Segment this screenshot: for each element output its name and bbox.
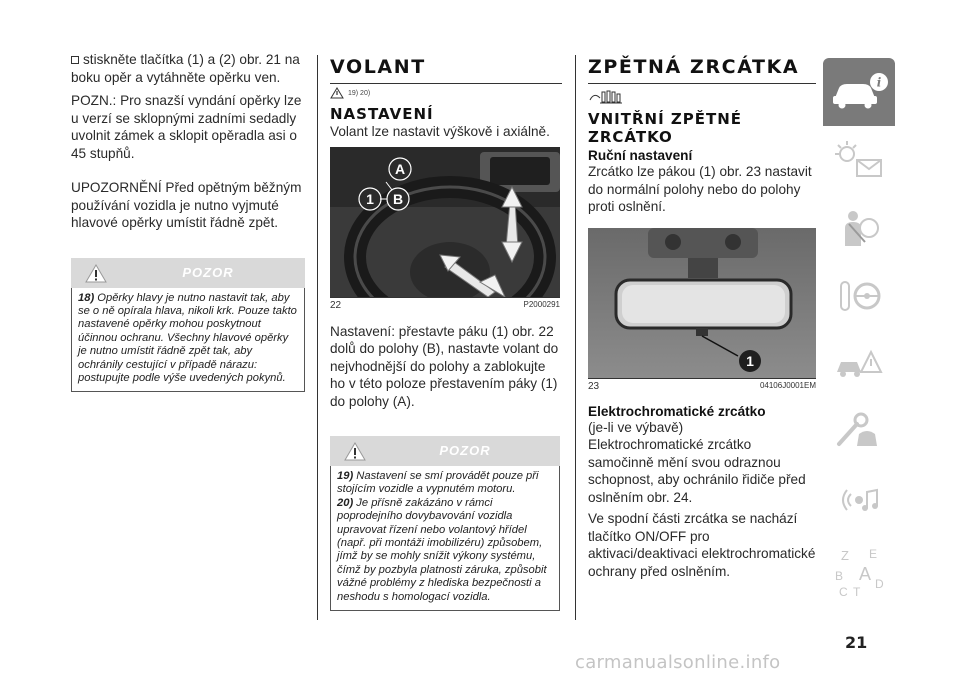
warning-title: POZOR	[439, 443, 491, 458]
tab-warning-lights[interactable]	[823, 126, 895, 194]
emergency-breakdown-icon	[831, 342, 887, 386]
paragraph-caution: UPOZORNĚNÍ Před opětným běžným používání vozidla je nutno vyjmuté hlavové opěrky umístit řádně zpět.	[71, 180, 302, 230]
paragraph-adjustment: Nastavení: přestavte páku (1) obr. 22 dolů do polohy (B), nastavte volant do nejvhodnější do polohy a zablokujte ho v této poloze přestavením páky (1) do polohy (A).	[330, 323, 559, 409]
section-title-volant: VOLANT	[330, 56, 426, 78]
index-letter: C	[839, 585, 848, 599]
warning-text: Je přísně zakázáno v rámci poprodejního dovybavování vozidla upravovat řízení nebo volantový hřídel (např. při montáži imobilizéru) způsobem, jímž by se mohly snížit výkony systému, čímž by pozbyla platnosti záruka, způsobit vážné problémy z hlediska bezpečnosti a neshodu s homologací vozidla.	[337, 496, 547, 603]
chapter-tabs-sidebar	[823, 58, 895, 610]
car-info-icon	[829, 72, 889, 112]
mirror-hand-icon	[588, 88, 624, 106]
heading-electrochromatic: Elektrochromatické zrcátko	[588, 403, 766, 419]
svg-text:i: i	[876, 75, 882, 90]
index-letter: A	[859, 564, 872, 584]
paragraph-manual: Zrcátko lze pákou (1) obr. 23 nastavit do normální polohy nebo do polohy proti oslnění.	[588, 164, 812, 214]
paragraph-electrochromatic-button: Ve spodní části zrcátka se nachází tlačítko ON/OFF pro aktivaci/deaktivaci elektrochromatické ochrany před oslněním.	[588, 511, 816, 579]
column-steering-wheel	[330, 0, 562, 611]
warning-refs: 19) 20)	[348, 89, 371, 97]
column-headrests	[71, 0, 305, 392]
watermark: carmanualsonline.info	[575, 652, 781, 673]
subsection-title-interior-mirror: VNITŘNÍ ZPĚTNÉ ZRCÁTKO	[588, 110, 743, 146]
callout-1: 1	[366, 190, 374, 207]
warning-reference-icon	[330, 87, 344, 99]
maintenance-tools-icon	[831, 410, 887, 454]
column-mirrors	[588, 0, 816, 580]
alphabetical-index-icon	[829, 544, 889, 600]
tab-multimedia[interactable]	[823, 466, 895, 534]
index-letter: T	[853, 585, 861, 599]
figure-22-caption	[330, 298, 560, 311]
warning-ref-number: 18)	[78, 291, 95, 304]
warning-lights-icon	[831, 138, 887, 182]
warning-header	[330, 436, 560, 466]
warning-box-19-20	[330, 436, 560, 611]
warning-text: Nastavení se smí provádět pouze při stojícím vozidle a vypnutém motoru.	[337, 470, 539, 496]
column-divider	[575, 55, 576, 620]
steering-wheel-image	[330, 147, 560, 297]
warning-box-18	[71, 258, 305, 393]
callout-b: B	[392, 190, 404, 207]
callout-1: 1	[746, 352, 754, 369]
warning-title: POZOR	[182, 264, 234, 280]
warning-text: Opěrky hlavy je nutno nastavit tak, aby se o ně opírala hlava, nikoli krk. Pouze takto nastavené opěrky mohou poskytnout účinnou ochranu. Všechny hlavové opěrky je nutno umístit řádně zpět tak, aby ochránily cestující v případě nárazu: postupujte podle výše uvedených pokynů.	[78, 291, 297, 384]
index-letter: Z	[841, 548, 849, 563]
bullet-square-icon	[71, 56, 79, 64]
multimedia-icon	[831, 478, 887, 522]
paragraph-electrochromatic-function: Elektrochromatické zrcátko samočinně mění svou odraznou schopnost, aby ochránilo řidiče před oslněním obr. 24.	[588, 437, 806, 505]
ignition-start-icon	[831, 274, 887, 318]
heading-manual-adjustment: Ruční nastavení	[588, 148, 693, 163]
warning-item-19	[337, 470, 553, 497]
figure-number: 22	[330, 299, 342, 311]
rearview-mirror-image	[588, 228, 816, 378]
page-number: 21	[845, 633, 868, 652]
airbag-safety-icon	[831, 206, 887, 250]
paragraph-intro: Volant lze nastavit výškově i axiálně.	[330, 124, 550, 139]
warning-item-20	[337, 497, 553, 604]
tab-emergency[interactable]	[823, 330, 895, 398]
tab-starting-driving[interactable]	[823, 262, 895, 330]
section-title-mirrors: ZPĚTNÁ ZRCÁTKA	[588, 56, 800, 78]
title-rule	[588, 83, 816, 84]
callout-a: A	[394, 160, 406, 177]
figure-code: 04106J0001EM	[759, 380, 816, 390]
warning-header	[71, 258, 305, 288]
warning-ref-number: 19)	[337, 470, 354, 482]
index-letter: E	[869, 547, 878, 561]
figure-number: 23	[588, 380, 600, 392]
tab-index[interactable]	[823, 534, 895, 610]
figure-23-caption	[588, 379, 816, 392]
paragraph-headrest-removal: stiskněte tlačítka (1) a (2) obr. 21 na boku opěr a vytáhněte opěrku ven.	[71, 52, 300, 85]
figure-22-steering-wheel	[330, 147, 560, 298]
warning-body	[71, 288, 305, 393]
references-row	[330, 87, 562, 99]
figure-code: P2000291	[523, 299, 560, 309]
column-divider	[317, 55, 318, 620]
index-letter: B	[835, 569, 844, 583]
figure-23-rearview-mirror	[588, 228, 816, 379]
paragraph-if-equipped: (je-li ve výbavě)	[588, 419, 684, 435]
title-rule	[330, 83, 562, 84]
warning-body	[330, 466, 560, 611]
subsection-title-nastaveni: NASTAVENÍ	[330, 105, 434, 123]
tab-maintenance[interactable]	[823, 398, 895, 466]
tab-vehicle-knowledge[interactable]	[823, 58, 895, 126]
tab-safety[interactable]	[823, 194, 895, 262]
index-letter: D	[875, 577, 884, 591]
warning-ref-number: 20)	[337, 496, 354, 509]
paragraph-note: POZN.: Pro snazší vyndání opěrky lze u verzí se sklopnými zadními sedadly uvolnit zámek a sklopit opěradla asi o 45 stupňů.	[71, 93, 302, 161]
